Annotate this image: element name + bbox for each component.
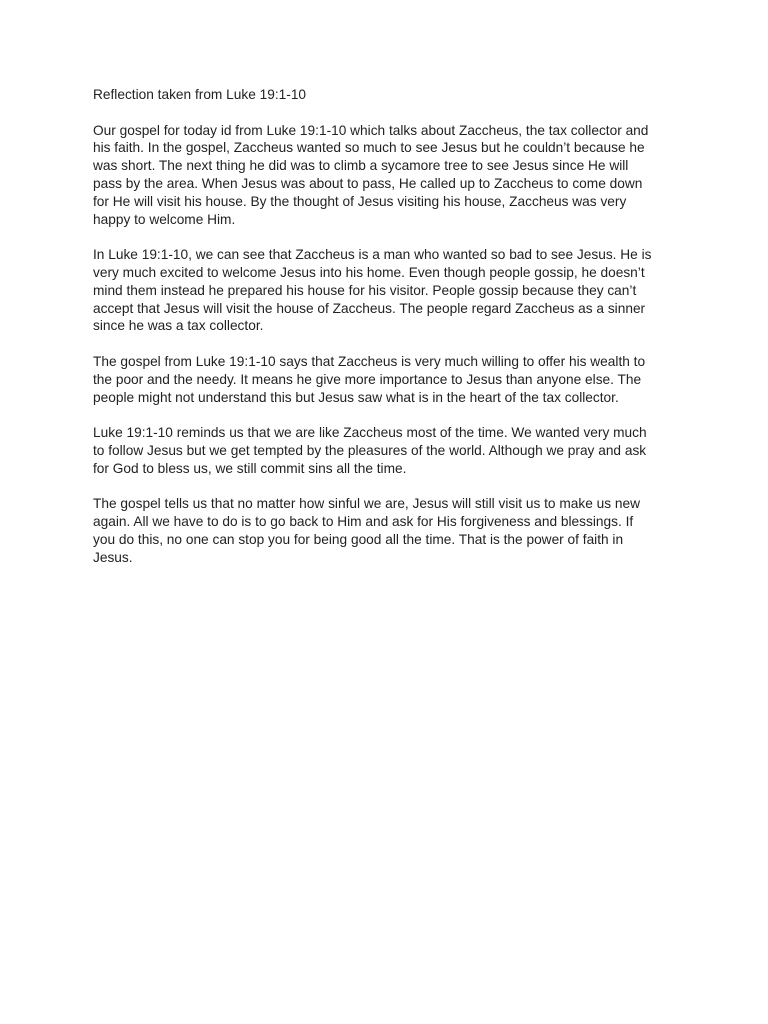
paragraph-2: [93, 246, 683, 335]
paragraph-line: The gospel from Luke 19:1-10 says that Zaccheus is very much willing to offer his wealth to: [93, 353, 646, 369]
paragraph-1: [93, 122, 683, 229]
document-body: [93, 86, 683, 584]
paragraph-line: you do this, no one can stop you for being good all the time. That is the power of faith in: [93, 531, 624, 547]
paragraph-3: [93, 353, 683, 406]
paragraph-line: his faith. In the gospel, Zaccheus wanted so much to see Jesus but he couldn’t because he: [93, 140, 645, 156]
paragraph-line: happy to welcome Him.: [93, 211, 236, 227]
paragraph-line: for God to bless us, we still commit sins all the time.: [93, 460, 407, 476]
paragraph-line: In Luke 19:1-10, we can see that Zaccheus is a man who wanted so bad to see Jesus. He is: [93, 247, 652, 263]
paragraph-line: The gospel tells us that no matter how sinful we are, Jesus will still visit us to make us new: [93, 496, 640, 512]
paragraph-line: people might not understand this but Jesus saw what is in the heart of the tax collector.: [93, 389, 619, 405]
paragraph-line: was short. The next thing he did was to climb a sycamore tree to see Jesus since He will: [93, 158, 629, 174]
paragraph-line: Jesus.: [93, 549, 133, 565]
paragraph-line: since he was a tax collector.: [93, 318, 264, 334]
paragraph-line: to follow Jesus but we get tempted by the pleasures of the world. Although we pray and ask: [93, 442, 647, 458]
paragraph-5: [93, 495, 683, 566]
paragraph-line: the poor and the needy. It means he give more importance to Jesus than anyone else. The: [93, 371, 642, 387]
paragraph-line: mind them instead he prepared his house for his visitor. People gossip because they can’t: [93, 282, 637, 298]
paragraph-line: Luke 19:1-10 reminds us that we are like Zaccheus most of the time. We wanted very much: [93, 425, 647, 441]
paragraph-line: accept that Jesus will visit the house of Zaccheus. The people regard Zaccheus as a sinner: [93, 300, 646, 316]
paragraph-4: [93, 424, 683, 477]
paragraph-line: Our gospel for today id from Luke 19:1-10 which talks about Zaccheus, the tax collector and: [93, 122, 649, 138]
paragraph-line: for He will visit his house. By the thought of Jesus visiting his house, Zaccheus was very: [93, 193, 627, 209]
paragraph-line: very much excited to welcome Jesus into his home. Even though people gossip, he doesn’t: [93, 264, 645, 280]
paragraph-line: again. All we have to do is to go back to Him and ask for His forgiveness and blessings. If: [93, 514, 634, 530]
document-title: Reflection taken from Luke 19:1-10: [93, 87, 307, 102]
paragraph-line: pass by the area. When Jesus was about to pass, He called up to Zaccheus to come down: [93, 175, 643, 191]
